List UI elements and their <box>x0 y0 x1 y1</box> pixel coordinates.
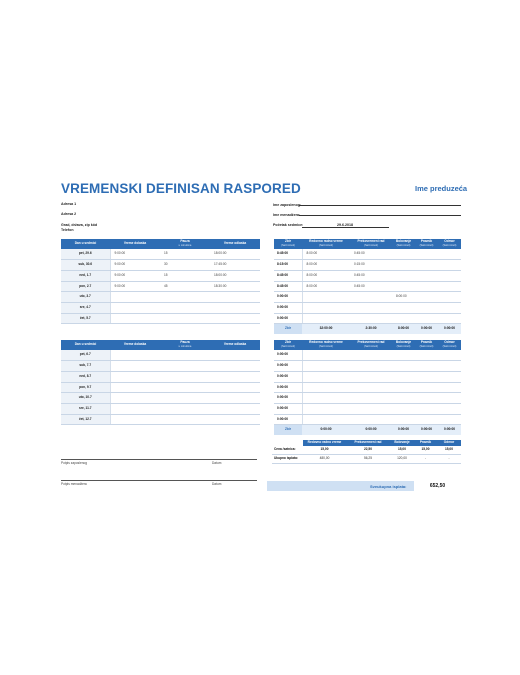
sum-cell: 0:00:00 <box>274 313 302 324</box>
totals-row <box>274 425 461 435</box>
departure-cell[interactable]: 18:30:00 <box>210 281 260 292</box>
manager-signature-date-label: Datum <box>212 482 222 486</box>
header-sick: Bolovanje (Sati:minuti) <box>392 239 415 249</box>
total-regular: 0:00:00 <box>302 425 350 435</box>
departure-cell[interactable] <box>210 302 260 313</box>
sick-cell[interactable]: 8:00:00 <box>392 292 415 303</box>
address-line-1[interactable]: Adresa 1 <box>61 202 77 206</box>
arrival-cell[interactable] <box>110 313 160 324</box>
sum-cell: 0:00:00 <box>274 393 302 404</box>
pay-sick: 120,00 <box>390 455 414 464</box>
address-line-3[interactable]: Grad, država, zip kôd <box>61 223 98 227</box>
pause-cell[interactable] <box>160 393 210 404</box>
table-row <box>274 393 461 404</box>
grand-total-label: Sveukupna isplata: <box>370 484 407 489</box>
week2-header-row <box>61 340 260 350</box>
holiday-cell[interactable] <box>415 350 438 361</box>
holiday-cell[interactable] <box>415 302 438 313</box>
manager-name-label: Ime menadžera: <box>273 213 301 217</box>
header-day: Dan u sedmici <box>61 340 110 350</box>
rate-vacation[interactable]: 15,00 <box>437 446 461 455</box>
week-start-value[interactable]: 29.6.2018 <box>337 222 353 227</box>
overtime-cell[interactable] <box>350 393 392 404</box>
regular-cell[interactable] <box>302 403 350 414</box>
table-row <box>274 403 461 414</box>
overtime-cell[interactable] <box>350 382 392 393</box>
total-regular: 32:00:00 <box>302 324 350 334</box>
arrival-cell[interactable]: 9:00:00 <box>110 249 160 260</box>
sick-cell[interactable] <box>392 313 415 324</box>
regular-cell[interactable] <box>302 361 350 372</box>
vacation-cell[interactable] <box>438 292 461 303</box>
pay-label: Ukupno isplata: <box>272 455 303 464</box>
arrival-cell[interactable] <box>110 403 160 414</box>
sum-cell: 0:00:00 <box>274 350 302 361</box>
table-row <box>274 371 461 382</box>
day-cell: pet, 29.6 <box>61 249 110 260</box>
table-row <box>274 350 461 361</box>
sum-cell: 0:00:00 <box>274 414 302 425</box>
arrival-cell[interactable] <box>110 414 160 425</box>
table-row <box>61 361 260 372</box>
table-row <box>61 260 260 271</box>
summary-pay-row <box>272 455 461 464</box>
sum-cell: 0:00:00 <box>274 382 302 393</box>
regular-cell[interactable] <box>302 382 350 393</box>
table-row <box>274 361 461 372</box>
overtime-cell[interactable] <box>350 403 392 414</box>
arrival-cell[interactable] <box>110 382 160 393</box>
table-row <box>274 270 461 281</box>
pause-cell[interactable]: 30 <box>160 260 210 271</box>
holiday-cell[interactable] <box>415 414 438 425</box>
vacation-cell[interactable] <box>438 281 461 292</box>
holiday-cell[interactable] <box>415 249 438 260</box>
sum-cell: 0:00:00 <box>274 403 302 414</box>
pause-cell[interactable] <box>160 382 210 393</box>
vacation-cell[interactable] <box>438 313 461 324</box>
regular-cell[interactable] <box>302 393 350 404</box>
summary-header-regular: Redovno radno vreme <box>303 440 346 446</box>
day-cell: sre, 4.7 <box>61 302 110 313</box>
sick-cell[interactable] <box>392 393 415 404</box>
header-departure: Vreme odlaska <box>210 239 260 249</box>
departure-cell[interactable]: 18:00:00 <box>210 270 260 281</box>
regular-cell[interactable]: 8:00:00 <box>302 281 350 292</box>
summary-header-holiday: Praznik <box>414 440 437 446</box>
holiday-cell[interactable] <box>415 382 438 393</box>
employee-signature-line[interactable] <box>61 459 257 460</box>
week-start-field[interactable] <box>302 227 389 228</box>
rate-label: Cena /satnica: <box>272 446 303 455</box>
pay-holiday: - <box>414 455 437 464</box>
header-sum: Zbir (Sati:minuti) <box>274 239 302 249</box>
overtime-cell[interactable]: 0:15:00 <box>350 260 392 271</box>
day-cell: čet, 5.7 <box>61 313 110 324</box>
header-pause: Pauza u minutima <box>160 340 210 350</box>
arrival-cell[interactable]: 9:00:00 <box>110 281 160 292</box>
day-cell: pon, 2.7 <box>61 281 110 292</box>
rate-overtime[interactable]: 22,50 <box>346 446 390 455</box>
summary-header-sick: Bolovanje <box>390 440 414 446</box>
sum-cell: 0:00:00 <box>274 302 302 313</box>
table-row <box>61 350 260 361</box>
total-overtime: 2:30:00 <box>350 324 392 334</box>
totals-label: Zbir <box>274 425 302 435</box>
overtime-cell[interactable]: 0:45:00 <box>350 281 392 292</box>
vacation-cell[interactable] <box>438 249 461 260</box>
sick-cell[interactable] <box>392 414 415 425</box>
departure-cell[interactable] <box>210 361 260 372</box>
pause-cell[interactable]: 15 <box>160 270 210 281</box>
overtime-cell[interactable] <box>350 371 392 382</box>
total-vacation: 0:00:00 <box>438 324 461 334</box>
overtime-cell[interactable] <box>350 302 392 313</box>
arrival-cell[interactable] <box>110 292 160 303</box>
table-row <box>274 292 461 303</box>
day-cell: čet, 12.7 <box>61 414 110 425</box>
week2-schedule-table <box>61 340 260 425</box>
table-row <box>61 371 260 382</box>
regular-cell[interactable]: 8:00:00 <box>302 249 350 260</box>
departure-cell[interactable] <box>210 350 260 361</box>
header-regular: Redovno radno vreme (Sati:minuti) <box>302 239 350 249</box>
pay-summary-table <box>272 440 461 464</box>
pause-cell[interactable] <box>160 403 210 414</box>
day-cell: pet, 6.7 <box>61 350 110 361</box>
pause-cell[interactable] <box>160 414 210 425</box>
table-row <box>61 403 260 414</box>
employee-signature-label: Potpis zaposlenog <box>61 461 88 465</box>
table-row <box>61 302 260 313</box>
pause-cell[interactable] <box>160 350 210 361</box>
week-start-label: Početak sedmice: <box>273 223 304 227</box>
overtime-cell[interactable] <box>350 313 392 324</box>
sum-cell: 0:00:00 <box>274 292 302 303</box>
week1-header-row <box>61 239 260 249</box>
departure-cell[interactable] <box>210 292 260 303</box>
rate-regular[interactable]: 15,00 <box>303 446 346 455</box>
address-line-4[interactable]: Telefon <box>61 227 74 232</box>
week2-hours-header-row <box>274 340 461 350</box>
pay-vacation: - <box>437 455 461 464</box>
departure-cell[interactable] <box>210 313 260 324</box>
arrival-cell[interactable] <box>110 361 160 372</box>
sum-cell: 8:45:00 <box>274 270 302 281</box>
address-line-2[interactable]: Adresa 2 <box>61 212 77 216</box>
header-departure: Vreme odlaska <box>210 340 260 350</box>
sick-cell[interactable] <box>392 260 415 271</box>
header-arrival: Vreme dolaska <box>110 239 160 249</box>
vacation-cell[interactable] <box>438 270 461 281</box>
header-sum: Zbir (Sati:minuti) <box>274 340 302 350</box>
header-day: Dan u sedmici <box>61 239 110 249</box>
total-vacation: 0:00:00 <box>438 425 461 435</box>
header-overtime: Prekovremeni rad (Sati:minuti) <box>350 340 392 350</box>
sick-cell[interactable] <box>392 270 415 281</box>
table-row <box>274 281 461 292</box>
company-name[interactable]: Ime preduzeća <box>415 184 468 193</box>
header-arrival: Vreme dolaska <box>110 340 160 350</box>
header-holiday: Praznik (Sati:minuti) <box>415 340 438 350</box>
pause-cell[interactable] <box>160 292 210 303</box>
header-regular: Redovno radno vreme (Sati:minuti) <box>302 340 350 350</box>
holiday-cell[interactable] <box>415 393 438 404</box>
regular-cell[interactable] <box>302 414 350 425</box>
summary-header-vacation: Odmor <box>437 440 461 446</box>
employee-name-field[interactable] <box>299 205 461 206</box>
vacation-cell[interactable] <box>438 361 461 372</box>
departure-cell[interactable] <box>210 403 260 414</box>
sick-cell[interactable] <box>392 361 415 372</box>
pause-cell[interactable]: 15 <box>160 249 210 260</box>
vacation-cell[interactable] <box>438 393 461 404</box>
table-row <box>274 382 461 393</box>
vacation-cell[interactable] <box>438 260 461 271</box>
day-cell: uto, 10.7 <box>61 393 110 404</box>
header-holiday: Praznik (Sati:minuti) <box>415 239 438 249</box>
pause-cell[interactable] <box>160 371 210 382</box>
grand-total-value: 652,50 <box>414 481 461 491</box>
day-cell: sub, 30.6 <box>61 260 110 271</box>
table-row <box>274 313 461 324</box>
totals-row <box>274 324 461 334</box>
day-cell: uto, 3.7 <box>61 292 110 303</box>
table-row <box>61 393 260 404</box>
departure-cell[interactable] <box>210 382 260 393</box>
overtime-cell[interactable]: 0:45:00 <box>350 249 392 260</box>
header-pause: Pauza u minutima <box>160 239 210 249</box>
table-row <box>61 313 260 324</box>
header-overtime: Prekovremeni rad (Sati:minuti) <box>350 239 392 249</box>
overtime-cell[interactable] <box>350 414 392 425</box>
departure-cell[interactable]: 17:45:00 <box>210 260 260 271</box>
holiday-cell[interactable] <box>415 292 438 303</box>
departure-cell[interactable]: 18:00:00 <box>210 249 260 260</box>
table-row <box>61 281 260 292</box>
sick-cell[interactable] <box>392 382 415 393</box>
table-row <box>274 302 461 313</box>
day-cell: ned, 8.7 <box>61 371 110 382</box>
total-holiday: 0:00:00 <box>415 324 438 334</box>
header-vacation: Odmor (Sati:minuti) <box>438 340 461 350</box>
table-row <box>61 270 260 281</box>
holiday-cell[interactable] <box>415 270 438 281</box>
vacation-cell[interactable] <box>438 302 461 313</box>
day-cell: pon, 9.7 <box>61 382 110 393</box>
regular-cell[interactable] <box>302 313 350 324</box>
arrival-cell[interactable] <box>110 371 160 382</box>
regular-cell[interactable] <box>302 292 350 303</box>
header-vacation: Odmor (Sati:minuti) <box>438 239 461 249</box>
holiday-cell[interactable] <box>415 371 438 382</box>
table-row <box>274 414 461 425</box>
sum-cell: 8:45:00 <box>274 249 302 260</box>
table-row <box>274 260 461 271</box>
arrival-cell[interactable]: 9:00:00 <box>110 270 160 281</box>
manager-signature-line[interactable] <box>61 480 257 481</box>
summary-header-overtime: Prekovremeni rad <box>346 440 390 446</box>
rate-sick[interactable]: 15,00 <box>390 446 414 455</box>
departure-cell[interactable] <box>210 414 260 425</box>
holiday-cell[interactable] <box>415 361 438 372</box>
holiday-cell[interactable] <box>415 260 438 271</box>
table-row <box>61 249 260 260</box>
arrival-cell[interactable]: 9:00:00 <box>110 260 160 271</box>
vacation-cell[interactable] <box>438 371 461 382</box>
rate-holiday[interactable]: 15,00 <box>414 446 437 455</box>
pay-regular: 480,00 <box>303 455 346 464</box>
pause-cell[interactable]: 45 <box>160 281 210 292</box>
regular-cell[interactable]: 8:00:00 <box>302 260 350 271</box>
sum-cell: 8:45:00 <box>274 281 302 292</box>
sum-cell: 0:00:00 <box>274 371 302 382</box>
total-sick: 8:00:00 <box>392 324 415 334</box>
day-cell: sub, 7.7 <box>61 361 110 372</box>
regular-cell[interactable] <box>302 350 350 361</box>
total-sick: 0:00:00 <box>392 425 415 435</box>
table-row <box>61 382 260 393</box>
regular-cell[interactable] <box>302 371 350 382</box>
holiday-cell[interactable] <box>415 403 438 414</box>
vacation-cell[interactable] <box>438 414 461 425</box>
sick-cell[interactable] <box>392 403 415 414</box>
sick-cell[interactable] <box>392 371 415 382</box>
day-cell: sre, 11.7 <box>61 403 110 414</box>
holiday-cell[interactable] <box>415 313 438 324</box>
overtime-cell[interactable]: 0:45:00 <box>350 270 392 281</box>
vacation-cell[interactable] <box>438 350 461 361</box>
regular-cell[interactable]: 8:00:00 <box>302 270 350 281</box>
sum-cell: 8:15:00 <box>274 260 302 271</box>
sick-cell[interactable] <box>392 281 415 292</box>
sick-cell[interactable] <box>392 350 415 361</box>
total-overtime: 0:00:00 <box>350 425 392 435</box>
employee-signature-date-label: Datum <box>212 461 222 465</box>
pause-cell[interactable] <box>160 302 210 313</box>
week2-hours-table <box>274 340 461 435</box>
departure-cell[interactable] <box>210 393 260 404</box>
overtime-cell[interactable] <box>350 292 392 303</box>
summary-rate-row <box>272 446 461 455</box>
totals-label: Zbir <box>274 324 302 334</box>
sum-cell: 0:00:00 <box>274 361 302 372</box>
page-title: VREMENSKI DEFINISAN RASPORED <box>61 181 301 196</box>
header-sick: Bolovanje (Sati:minuti) <box>392 340 415 350</box>
sick-cell[interactable] <box>392 249 415 260</box>
regular-cell[interactable] <box>302 302 350 313</box>
sick-cell[interactable] <box>392 302 415 313</box>
manager-name-field[interactable] <box>299 215 461 216</box>
table-row <box>61 292 260 303</box>
vacation-cell[interactable] <box>438 403 461 414</box>
vacation-cell[interactable] <box>438 382 461 393</box>
arrival-cell[interactable] <box>110 302 160 313</box>
arrival-cell[interactable] <box>110 350 160 361</box>
day-cell: ned, 1.7 <box>61 270 110 281</box>
manager-signature-label: Potpis menadžera <box>61 482 87 486</box>
arrival-cell[interactable] <box>110 393 160 404</box>
departure-cell[interactable] <box>210 371 260 382</box>
table-row <box>61 414 260 425</box>
pay-overtime: 56,25 <box>346 455 390 464</box>
holiday-cell[interactable] <box>415 281 438 292</box>
week1-schedule-table <box>61 239 260 324</box>
pause-cell[interactable] <box>160 313 210 324</box>
overtime-cell[interactable] <box>350 361 392 372</box>
week1-hours-header-row <box>274 239 461 249</box>
overtime-cell[interactable] <box>350 350 392 361</box>
employee-name-label: Ime zaposlenog: <box>273 203 302 207</box>
total-holiday: 0:00:00 <box>415 425 438 435</box>
table-row <box>274 249 461 260</box>
pause-cell[interactable] <box>160 361 210 372</box>
week1-hours-table <box>274 239 461 334</box>
